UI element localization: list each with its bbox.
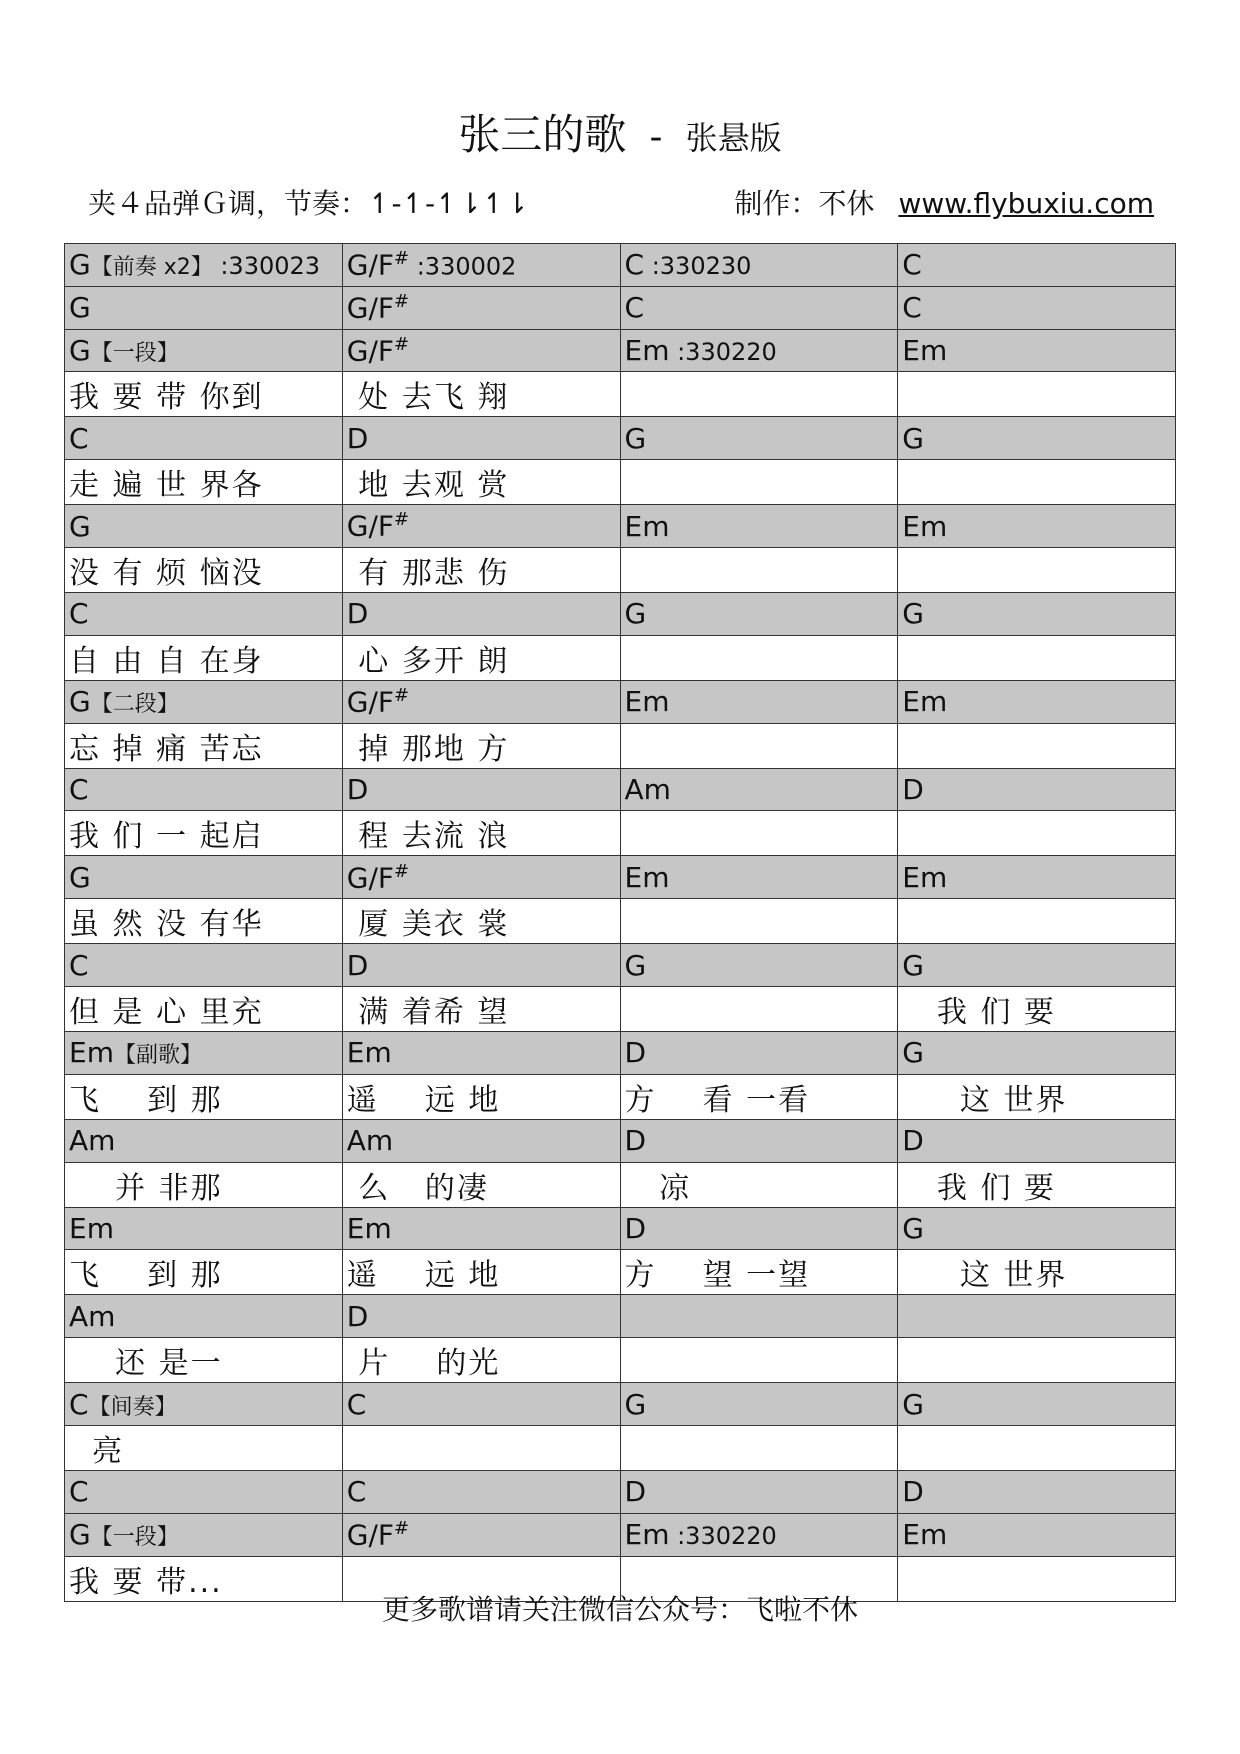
chord-cell: [620, 329, 898, 372]
song-title: 张三的歌: [458, 110, 627, 159]
lyric-cell: 走 遍 世 界各: [65, 460, 343, 505]
chord-name: Em: [346, 1036, 392, 1070]
chord-cell: [342, 1207, 620, 1250]
section-label: 【一段】: [90, 340, 179, 366]
lyric-cell: [620, 811, 898, 856]
fingering-code: :330220: [669, 337, 777, 366]
section-label: 【二段】: [90, 692, 179, 718]
lyric-cell: 还 是一: [65, 1338, 343, 1383]
chord-cell: [620, 1031, 898, 1074]
chord-cell: [65, 768, 343, 811]
lyric-cell: 方 看 一看: [620, 1074, 898, 1119]
fingering-code: :330023: [212, 252, 321, 281]
lyric-row: [65, 899, 1176, 944]
chord-name: Em: [902, 860, 948, 894]
chord-cell: [620, 1295, 898, 1338]
lyric-cell: 我 们 要: [898, 986, 1176, 1031]
chord-name: G: [69, 291, 91, 325]
chord-cell: [342, 592, 620, 635]
chord-sharp: #: [394, 509, 410, 531]
song-title-row: [0, 102, 1240, 162]
chord-cell: [342, 505, 620, 548]
lyric-row: [65, 635, 1176, 680]
title-separator: -: [649, 117, 663, 158]
chord-name: Em: [69, 1211, 114, 1245]
chord-cell: [65, 1295, 343, 1338]
chord-cell: [342, 329, 620, 372]
lyric-cell: [898, 372, 1176, 417]
chord-row: [65, 286, 1176, 329]
lyric-cell: 遥 远 地: [342, 1250, 620, 1295]
chord-name: G: [624, 948, 647, 982]
section-label: 【间奏】: [88, 1394, 177, 1420]
lyric-cell: 亮: [65, 1425, 343, 1470]
lyric-cell: 这 世界: [898, 1250, 1176, 1295]
song-version: 张悬版: [685, 119, 782, 157]
chord-name: G/F: [346, 509, 394, 543]
chord-name: C: [346, 1387, 367, 1421]
lyric-cell: 遥 远 地: [342, 1074, 620, 1119]
chord-sharp: #: [394, 860, 410, 882]
lyric-cell: 么 的凄: [342, 1162, 620, 1207]
chord-cell: [898, 244, 1176, 287]
chord-cell: [65, 286, 343, 329]
lyric-row: [65, 723, 1176, 768]
lyric-cell: [620, 1338, 898, 1383]
chord-name: C: [624, 248, 645, 282]
chord-name: D: [346, 421, 369, 455]
chord-name: G/F: [346, 685, 394, 719]
chord-cell: [620, 417, 898, 460]
lyric-row: [65, 1162, 1176, 1207]
chord-row: [65, 1513, 1176, 1556]
chord-name: C: [69, 1475, 89, 1509]
lyric-cell: 这 世界: [898, 1074, 1176, 1119]
lyric-cell: [898, 460, 1176, 505]
chord-cell: [342, 856, 620, 899]
lyric-cell: [898, 1425, 1176, 1470]
lyric-cell: [620, 1425, 898, 1470]
lyric-row: [65, 547, 1176, 592]
chord-row: [65, 1383, 1176, 1426]
chord-name: G: [902, 948, 924, 982]
lyric-cell: 心 多开 朗: [342, 635, 620, 680]
chord-cell: [342, 768, 620, 811]
chord-cell: [898, 1470, 1176, 1513]
lyric-row: [65, 811, 1176, 856]
chord-cell: [898, 1513, 1176, 1556]
chord-name: Em: [902, 509, 948, 543]
lyric-cell: [620, 547, 898, 592]
chord-name: Em: [624, 333, 670, 367]
chord-cell: [65, 1207, 343, 1250]
chord-cell: [898, 592, 1176, 635]
fingering-code: :330220: [669, 1522, 777, 1551]
chord-cell: [898, 1119, 1176, 1162]
chord-cell: [898, 768, 1176, 811]
lyric-row: [65, 372, 1176, 417]
chord-row: [65, 244, 1176, 287]
chord-row: [65, 1295, 1176, 1338]
chord-cell: [898, 1207, 1176, 1250]
lyric-row: [65, 1338, 1176, 1383]
fingering-code: :330002: [409, 252, 517, 281]
chord-name: C: [69, 1387, 89, 1421]
lyric-cell: 片 的光: [342, 1338, 620, 1383]
lyric-cell: 飞 到 那: [65, 1250, 343, 1295]
lyric-cell: 我 们 一 起启: [65, 811, 343, 856]
chord-name: G/F: [346, 334, 394, 368]
chord-name: G: [902, 597, 924, 631]
chord-row: [65, 1031, 1176, 1074]
chord-cell: [898, 944, 1176, 987]
footer-note: 更多歌谱请关注微信公众号：飞啦不休: [381, 1593, 858, 1626]
chord-cell: [65, 244, 343, 287]
section-label: 【一段】: [90, 1525, 179, 1551]
chord-sharp: #: [394, 291, 410, 313]
chord-cell: [620, 592, 898, 635]
chord-name: Em: [69, 1036, 114, 1070]
chord-cell: [342, 680, 620, 723]
chord-name: G/F: [346, 860, 394, 894]
chord-cell: [342, 1031, 620, 1074]
chord-row: [65, 417, 1176, 460]
lyric-cell: [620, 372, 898, 417]
chord-name: D: [346, 948, 369, 982]
chord-name: G: [69, 248, 91, 282]
chord-name: Em: [902, 1518, 948, 1552]
chord-name: G/F: [346, 1518, 394, 1552]
lyric-cell: [620, 723, 898, 768]
chord-name: G: [69, 333, 91, 367]
chord-name: C: [69, 948, 89, 982]
chord-cell: [620, 1207, 898, 1250]
chord-name: G: [69, 685, 91, 719]
chord-row: [65, 944, 1176, 987]
chord-name: Am: [69, 1124, 116, 1158]
author-credit: 制作：不休: [734, 187, 875, 220]
chord-row: [65, 1207, 1176, 1250]
lyric-cell: 掉 那地 方: [342, 723, 620, 768]
website-link[interactable]: www.flybuxiu.com: [898, 187, 1154, 220]
chord-cell: [620, 1470, 898, 1513]
chord-cell: [65, 592, 343, 635]
lyric-cell: 满 着希 望: [342, 986, 620, 1031]
lyric-cell: 地 去观 赏: [342, 460, 620, 505]
chord-name: Em: [624, 509, 670, 543]
lyric-row: [65, 1425, 1176, 1470]
chord-name: G: [902, 421, 924, 455]
lyric-cell: 并 非那: [65, 1162, 343, 1207]
lyric-cell: [898, 547, 1176, 592]
lyric-cell: [898, 899, 1176, 944]
lyric-cell: 处 去飞 翔: [342, 372, 620, 417]
chord-name: D: [624, 1124, 647, 1158]
chord-sheet-table: [64, 243, 1176, 1602]
chord-name: D: [902, 1124, 924, 1158]
chord-name: C: [69, 421, 89, 455]
chord-name: G: [69, 1518, 91, 1552]
chord-cell: [620, 286, 898, 329]
chord-cell: [898, 329, 1176, 372]
lyric-cell: [620, 986, 898, 1031]
chord-cell: [65, 1513, 343, 1556]
chord-name: G: [624, 421, 647, 455]
chord-name: C: [902, 248, 922, 282]
lyric-cell: [620, 460, 898, 505]
chord-cell: [898, 417, 1176, 460]
chord-name: Em: [624, 685, 670, 719]
lyric-row: [65, 460, 1176, 505]
lyric-cell: [898, 635, 1176, 680]
chord-row: [65, 680, 1176, 723]
chord-row: [65, 329, 1176, 372]
lyric-cell: 我 要 带 你到: [65, 372, 343, 417]
chord-cell: [620, 768, 898, 811]
credits: [734, 182, 1154, 222]
chord-row: [65, 1470, 1176, 1513]
chord-cell: [65, 1383, 343, 1426]
chord-cell: [620, 856, 898, 899]
lyric-cell: 没 有 烦 恼没: [65, 547, 343, 592]
lyric-cell: 但 是 心 里充: [65, 986, 343, 1031]
lyric-cell: [898, 723, 1176, 768]
chord-cell: [620, 1119, 898, 1162]
chord-name: C: [69, 597, 89, 631]
chord-cell: [620, 505, 898, 548]
chord-name: Em: [902, 685, 948, 719]
chord-cell: [898, 1295, 1176, 1338]
chord-name: D: [624, 1475, 647, 1509]
chord-name: Am: [346, 1124, 394, 1158]
chord-cell: [342, 1470, 620, 1513]
fingering-code: :330230: [644, 252, 752, 281]
chord-name: C: [902, 291, 922, 325]
chord-name: G: [69, 509, 91, 543]
lyric-cell: [620, 899, 898, 944]
lyric-cell: [898, 1338, 1176, 1383]
lyric-cell: 飞 到 那: [65, 1074, 343, 1119]
lyric-row: [65, 1074, 1176, 1119]
chord-cell: [898, 505, 1176, 548]
chord-cell: [620, 680, 898, 723]
chord-name: D: [624, 1211, 647, 1245]
lyric-cell: 有 那悲 伤: [342, 547, 620, 592]
section-label: 【前奏 x2】: [90, 255, 213, 281]
lyric-row: [65, 1250, 1176, 1295]
chord-cell: [342, 286, 620, 329]
chord-cell: [620, 944, 898, 987]
chord-name: G: [902, 1036, 924, 1070]
chord-name: D: [624, 1036, 647, 1070]
chord-name: C: [346, 1475, 367, 1509]
chord-sharp: #: [394, 1517, 410, 1539]
chord-name: G: [902, 1387, 924, 1421]
chord-name: Em: [346, 1211, 392, 1245]
chord-cell: [65, 944, 343, 987]
chord-name: Am: [624, 772, 671, 806]
chord-name: D: [346, 772, 369, 806]
chord-name: D: [346, 597, 369, 631]
chord-cell: [342, 1295, 620, 1338]
chord-cell: [65, 680, 343, 723]
lyric-cell: [898, 811, 1176, 856]
chord-name: G/F: [346, 248, 394, 282]
chord-name: D: [902, 772, 924, 806]
chord-cell: [620, 1513, 898, 1556]
chord-cell: [65, 329, 343, 372]
chord-name: C: [624, 291, 645, 325]
chord-name: Am: [69, 1299, 116, 1333]
chord-row: [65, 505, 1176, 548]
lyric-cell: 我 们 要: [898, 1162, 1176, 1207]
chord-cell: [65, 856, 343, 899]
lyric-row: [65, 986, 1176, 1031]
chord-cell: [342, 244, 620, 287]
chord-cell: [65, 1031, 343, 1074]
chord-name: G: [624, 597, 647, 631]
chord-cell: [342, 1383, 620, 1426]
chord-cell: [65, 417, 343, 460]
chord-cell: [65, 1119, 343, 1162]
chord-name: D: [902, 1475, 924, 1509]
chord-cell: [898, 1031, 1176, 1074]
lyric-cell: [342, 1425, 620, 1470]
chord-sharp: #: [394, 248, 410, 270]
chord-cell: [342, 1119, 620, 1162]
chord-cell: [342, 1513, 620, 1556]
lyric-cell: 厦 美衣 裳: [342, 899, 620, 944]
chord-sharp: #: [394, 685, 410, 707]
capo-and-rhythm-info: 夹４品弹Ｇ调，节奏：↿-↿-↿⇂↿⇂: [88, 187, 529, 220]
chord-cell: [898, 856, 1176, 899]
chord-row: [65, 768, 1176, 811]
chord-sharp: #: [394, 333, 410, 355]
lyric-cell: 我 要 带...: [65, 1556, 343, 1601]
lyric-cell: 方 望 一望: [620, 1250, 898, 1295]
chord-row: [65, 856, 1176, 899]
chord-cell: [620, 244, 898, 287]
chord-name: G: [902, 1211, 924, 1245]
chord-row: [65, 1119, 1176, 1162]
lyric-cell: [620, 635, 898, 680]
lyric-cell: 程 去流 浪: [342, 811, 620, 856]
chord-row: [65, 592, 1176, 635]
lyric-cell: 虽 然 没 有华: [65, 899, 343, 944]
chord-cell: [65, 505, 343, 548]
lyric-cell: 自 由 自 在身: [65, 635, 343, 680]
section-label: 【副歌】: [113, 1043, 202, 1069]
chord-cell: [898, 680, 1176, 723]
chord-cell: [342, 944, 620, 987]
chord-name: C: [69, 772, 89, 806]
chord-name: Em: [624, 860, 670, 894]
chord-cell: [620, 1383, 898, 1426]
chord-name: Em: [902, 333, 948, 367]
chord-name: G: [69, 860, 91, 894]
chord-cell: [65, 1470, 343, 1513]
chord-name: G/F: [346, 291, 394, 325]
chord-name: Em: [624, 1518, 670, 1552]
chord-cell: [898, 286, 1176, 329]
lyric-cell: 忘 掉 痛 苦忘: [65, 723, 343, 768]
chord-name: G: [624, 1387, 647, 1421]
chord-cell: [898, 1383, 1176, 1426]
chord-cell: [342, 417, 620, 460]
chord-name: D: [346, 1299, 369, 1333]
lyric-cell: 凉: [620, 1162, 898, 1207]
